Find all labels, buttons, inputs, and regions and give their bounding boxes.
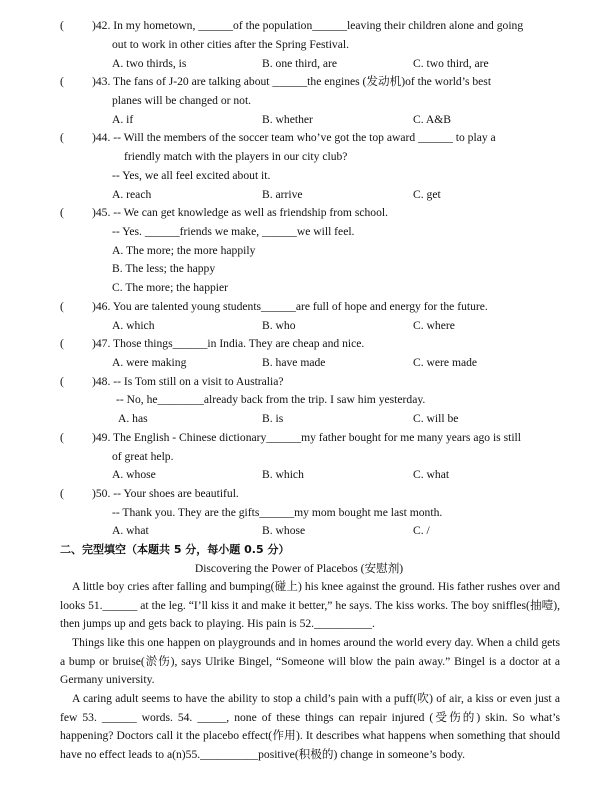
question-44-option-b: B. arrive [262, 188, 303, 201]
question-50-option-b: B. whose [262, 524, 306, 537]
question-49-stem-line2: of great help. [112, 450, 174, 463]
answer-blank-45[interactable]: ( [60, 206, 64, 219]
question-46-option-b: B. who [262, 319, 296, 332]
question-49-option-c: C. what [413, 468, 450, 481]
question-50-stem-line2: -- Thank you. They are the gifts______my mom bought me last month. [112, 506, 443, 519]
question-46-stem-line1: )46. You are talented young students______are full of hope and energy for the future. [92, 300, 488, 313]
question-42-stem-line2: out to work in other cities after the Spring Festival. [112, 38, 349, 51]
question-47-option-c: C. were made [413, 356, 478, 369]
answer-blank-50[interactable]: ( [60, 487, 64, 500]
question-43-option-b: B. whether [262, 113, 313, 126]
question-47-option-a: A. were making [112, 356, 187, 369]
question-42-stem-line1: )42. In my hometown, ______of the population______leaving their children alone and going [92, 19, 524, 32]
question-48-stem-line1: )48. -- Is Tom still on a visit to Australia? [92, 375, 284, 388]
question-47-stem-line1: )47. Those things______in India. They are cheap and nice. [92, 337, 365, 350]
question-46-option-c: C. where [413, 319, 455, 332]
passage-paragraph-1: A little boy cries after falling and bumping(碰上) his knee against the ground. His father rushes over and looks 51.______ at the leg. “I’ll kiss it and make it better,” he says. The kiss works. The boy sniffles(抽噎), then jumps up and gets back to playing. His pain is 52.__________. [60, 580, 560, 631]
answer-blank-48[interactable]: ( [60, 375, 64, 388]
question-45-option-c: C. The more; the happier [112, 281, 229, 294]
question-42-option-a: A. two thirds, is [112, 57, 187, 70]
question-50-option-c: C. / [413, 524, 430, 537]
answer-blank-44[interactable]: ( [60, 131, 64, 144]
passage-title: Discovering the Power of Placebos (安慰剂) [194, 562, 404, 575]
answer-blank-47[interactable]: ( [60, 337, 64, 350]
question-43-stem-line2: planes will be changed or not. [112, 94, 252, 107]
passage-paragraph-3: A caring adult seems to have the ability to stop a child’s pain with a puff(吹) of air, a kiss or even just a few 53. ______ words. 54. _____, none of these things can repair injured (受伤的) skin. So what’s happening? Doctors call it the placebo effect(作用). It describes what happens when something that should have no effect leads to a(n)55.__________positive(积极的) change in someone’s body. [60, 692, 560, 761]
answer-blank-46[interactable]: ( [60, 300, 64, 313]
question-45-option-a: A. The more; the more happily [112, 244, 256, 257]
answer-blank-42[interactable]: ( [60, 19, 64, 32]
question-49-option-a: A. whose [112, 468, 156, 481]
question-44-option-a: A. reach [112, 188, 152, 201]
question-44-option-c: C. get [413, 188, 441, 201]
question-42-option-b: B. one third, are [262, 57, 338, 70]
question-46-option-a: A. which [112, 319, 155, 332]
section-heading: 二、完型填空（本题共 5 分，每小题 0.5 分） [60, 543, 290, 556]
answer-blank-49[interactable]: ( [60, 431, 64, 444]
question-44-stem-line1: )44. -- Will the members of the soccer team who’ve got the top award ______ to play a [92, 131, 496, 144]
question-44-stem-line3: -- Yes, we all feel excited about it. [112, 169, 271, 182]
question-43-option-a: A. if [112, 113, 134, 126]
question-49-stem-line1: )49. The English - Chinese dictionary______my father bought for me many years ago is still [92, 431, 521, 444]
question-45-stem-line2: -- Yes. ______friends we make, ______we will feel. [112, 225, 355, 238]
question-42-option-c: C. two third, are [413, 57, 489, 70]
question-48-option-a: A. has [118, 412, 148, 425]
question-48-option-c: C. will be [413, 412, 459, 425]
question-45-stem-line1: )45. -- We can get knowledge as well as friendship from school. [92, 206, 389, 219]
question-43-option-c: C. A&B [413, 113, 452, 126]
question-45-option-b: B. The less; the happy [112, 262, 216, 275]
question-48-option-b: B. is [262, 412, 284, 425]
question-49-option-b: B. which [262, 468, 304, 481]
question-50-stem-line1: )50. -- Your shoes are beautiful. [92, 487, 239, 500]
question-47-option-b: B. have made [262, 356, 326, 369]
passage-paragraph-2: Things like this one happen on playgrounds and in homes around the world every day. When a child gets a bump or bruise(淤伤), says Ulrike Bingel, “Someone will blow the pain away.” Bingel is a doctor at a Germany university. [60, 636, 560, 687]
question-48-stem-line2: -- No, he________already back from the trip. I saw him yesterday. [116, 393, 426, 406]
answer-blank-43[interactable]: ( [60, 75, 64, 88]
question-50-option-a: A. what [112, 524, 149, 537]
question-43-stem-line1: )43. The fans of J-20 are talking about ______the engines (发动机)of the world’s best [92, 75, 492, 88]
question-44-stem-line2: friendly match with the players in our city club? [124, 150, 348, 163]
